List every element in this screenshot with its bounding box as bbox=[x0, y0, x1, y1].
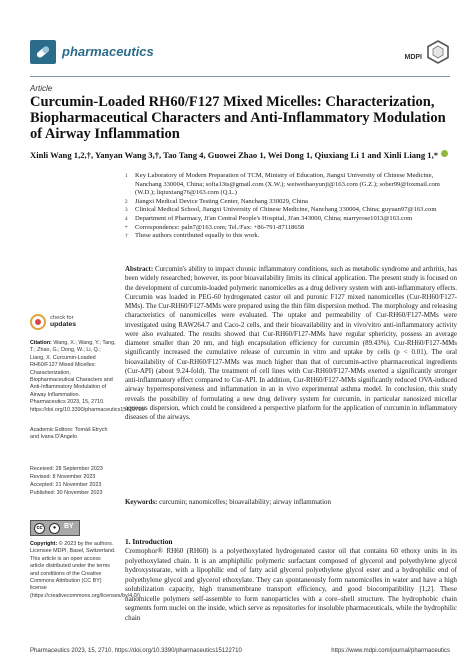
keywords-text: curcumin; nanomicelles; bioavailability; airway inflammation bbox=[159, 498, 331, 506]
affiliation-marker: 3 bbox=[125, 207, 128, 214]
affiliation-item bbox=[125, 224, 455, 233]
article-type: Article bbox=[30, 84, 53, 93]
pharmaceutics-logo-icon bbox=[30, 40, 56, 64]
footer-citation[interactable]: Pharmaceutics 2023, 15, 2710. https://doi.org/10.3390/pharmaceutics15122710 bbox=[30, 648, 242, 654]
affiliation-marker: 1 bbox=[125, 173, 128, 179]
date-received: Received: 28 September 2023 bbox=[30, 466, 103, 472]
affiliations bbox=[125, 172, 455, 241]
affiliation-marker: * bbox=[125, 224, 128, 231]
copyright-text: © 2023 by the authors. Licensee MDPI, Basel, Switzerland. This article is an open access article distributed under the terms and conditions of the Creative Commons Attribution (CC BY) license (https://creativecommons.org/licenses/by/4.0/). bbox=[30, 541, 142, 599]
journal-header bbox=[30, 40, 450, 70]
introduction-text: Cremophor® RH60 (RH60) is a polyethoxylated hydrogenated castor oil that contains 60 ethoxy units in its polyethoxylated chain. It is an amphiphilic polymeric surfactant composed of glycerol and polyethylene glycol hydroxystearate, with a lipophilic end of fatty acid glycerol polyethylene glycol ester and a hydrophilic end of polyethylene glycol and glycerol ethoxylate. They can spontaneously form nanomicelles in water and have a high solubilization capacity, high transmembrane transport efficiency, and good biocompatibility [1,2]. These nanomicelle polymers self-assemble to form nanoparticles with a core–shell structure. The hydrophobic chain segments form nuclei on the inside, which serve as repositories for insoluble pharmaceuticals, while the hydrophilic chain bbox=[125, 547, 457, 622]
date-revised: Revised: 8 November 2023 bbox=[30, 473, 96, 480]
mdpi-logo-icon[interactable] bbox=[426, 40, 450, 64]
section-heading: 1. Introduction bbox=[125, 537, 173, 546]
copyright-label: Copyright: bbox=[30, 541, 58, 547]
citation-block bbox=[30, 340, 145, 414]
affiliation-text: Clinical Medical School, Jiangxi University of Chinese Medicine, Nanchang 330004, China; guyuan97@163.com bbox=[135, 206, 437, 214]
cc-by-label: BY bbox=[64, 523, 74, 530]
abstract-text: Curcumin's ability to impact chronic inflammatory conditions, such as metabolic syndrome and arthritis, has been widely researched; however, its poor bioavailability limits its clinical application. The present study is focused on the development of curcumin-loaded polymeric nanomicelles as a drug delivery system with anti-inflammatory effects. Curcumin was loaded in PEG-60 hydrogenated castor oil and puronic F127 mixed nanomicelles (Cur-RH60/F127-MMs). The Cur-RH60/F127-MMs were prepared using the thin film dispersion method. The morphology and releasing characteristics of nanomicelles were evaluated. The uptake and permeability of Cur-RH60/F127-MMs were investigated using RAW264.7 and Caco-2 cells, and their bioavailability and in vivo/vitro anti-inflammatory activity were also evaluated. The results showed that Cur-RH60/F127-MMs have regular sphericity, possess an average diameter smaller than 20 nm, and high encapsulation efficiency for curcumin (89.43%). Cur-RH60/F127-MMs significantly increased the cumulative release of curcumin in vitro and uptake by cells (p < 0.01). The oral bioavailability of Cur-RH60/F127-MMs was much higher than that of curcumin-active pharmaceutical ingredients (Cur-API) (about 9.24-fold). The treatment of cell lines with Cur-RH60/F127-MMs exerted a significantly stronger anti-inflammatory effect compared to Cur-API. In addition, Cur-RH60/F127-MMs significantly reduced OVA-induced airway hyperresponsiveness and inflammation in an in vivo experimental asthma model. In conclusion, this study reveals the possibility of formulating a new drug delivery system for curcumin, in particular nanosized micellar aqueous dispersion, which could be considered a perspective platform for the application of curcumin in inflammatory diseases of the airways. bbox=[125, 265, 458, 421]
orcid-icon[interactable] bbox=[441, 150, 448, 157]
author-list bbox=[30, 150, 450, 161]
affiliation-text: Key Laboratory of Modern Preparation of TCM, Ministry of Education, Jiangxi University of Chinese Medicine, Nanchang 330004, China; sofia13ts@gmail.com (X.W.); weiweihaoyunji@163.com (G.Z.); sober99@foxmail.com (W.D.); liqiuxiang76@163.com (Q.L.) bbox=[135, 172, 440, 197]
citation-text: Wang, X.; Wang, Y.; Tang, T.; Zhao, G.; Dong, W.; Li, Q.; Liang, X. Curcumin-Loaded RH60/F127 Mixed Micelles: Characterization, Biopharmaceutical Characters and Anti-Inflammatory Modulation of Airway Inflammation. Pharmaceutics 2023, 15, 2710. https://doi.org/10.3390/pharmaceutics15122710 bbox=[30, 340, 145, 413]
footer-journal-url[interactable]: https://www.mdpi.com/journal/pharmaceutics bbox=[331, 648, 450, 654]
affiliation-marker: 2 bbox=[125, 198, 128, 205]
by-person-icon: ● bbox=[49, 523, 60, 534]
updates-bottom: updates bbox=[50, 320, 77, 328]
affiliation-marker: † bbox=[125, 233, 128, 240]
affiliation-text: These authors contributed equally to this work. bbox=[135, 232, 260, 240]
article-title: Curcumin-Loaded RH60/F127 Mixed Micelles: Characterization, Biopharmaceutical Characters and Anti-Inflammatory Modulation of Airway Inflammation bbox=[30, 94, 446, 142]
date-accepted: Accepted: 21 November 2023 bbox=[30, 481, 102, 488]
journal-name[interactable]: pharmaceutics bbox=[62, 44, 154, 59]
affiliation-item bbox=[125, 232, 455, 241]
keywords-label: Keywords: bbox=[125, 498, 158, 506]
cc-by-license-icon[interactable] bbox=[30, 520, 80, 536]
citation-label: Citation: bbox=[30, 340, 52, 346]
abstract bbox=[125, 265, 457, 422]
cc-icon: cc bbox=[34, 523, 45, 534]
affiliation-marker: 4 bbox=[125, 215, 128, 222]
publication-dates bbox=[30, 466, 116, 498]
affiliation-text: Department of Pharmacy, Ji'an Central People's Hospital, Ji'an 343000, China; marryrose1013@163.com bbox=[135, 214, 413, 222]
affiliation-item bbox=[125, 172, 455, 198]
updates-label bbox=[50, 315, 76, 329]
check-for-updates-badge[interactable] bbox=[30, 314, 116, 332]
header-divider bbox=[30, 76, 450, 77]
affiliation-item bbox=[125, 215, 455, 224]
updates-icon bbox=[30, 314, 46, 330]
publisher-name: MDPI bbox=[404, 54, 422, 61]
keywords bbox=[125, 498, 455, 506]
copyright-block bbox=[30, 541, 142, 600]
affiliation-item bbox=[125, 206, 455, 215]
authors-text: Xinli Wang 1,2,†, Yanyan Wang 3,†, Tao Tang 4, Guowei Zhao 1, Wei Dong 1, Qiuxiang Li 1 and Xinli Liang 1,* bbox=[30, 150, 439, 160]
academic-editors: Academic Editors: Tomáš Etrych and Ivana D'Angelo bbox=[30, 427, 108, 441]
affiliation-item bbox=[125, 198, 455, 207]
abstract-label: Abstract: bbox=[125, 265, 154, 273]
updates-top: check for bbox=[50, 315, 74, 321]
date-published: Published: 30 November 2023 bbox=[30, 489, 103, 496]
affiliation-text: Jiangxi Medical Device Testing Center, Nanchang 330029, China bbox=[135, 197, 308, 205]
affiliation-text: Correspondence: paln7@163.com; Tel./Fax: +86-791-87118658 bbox=[135, 223, 305, 231]
